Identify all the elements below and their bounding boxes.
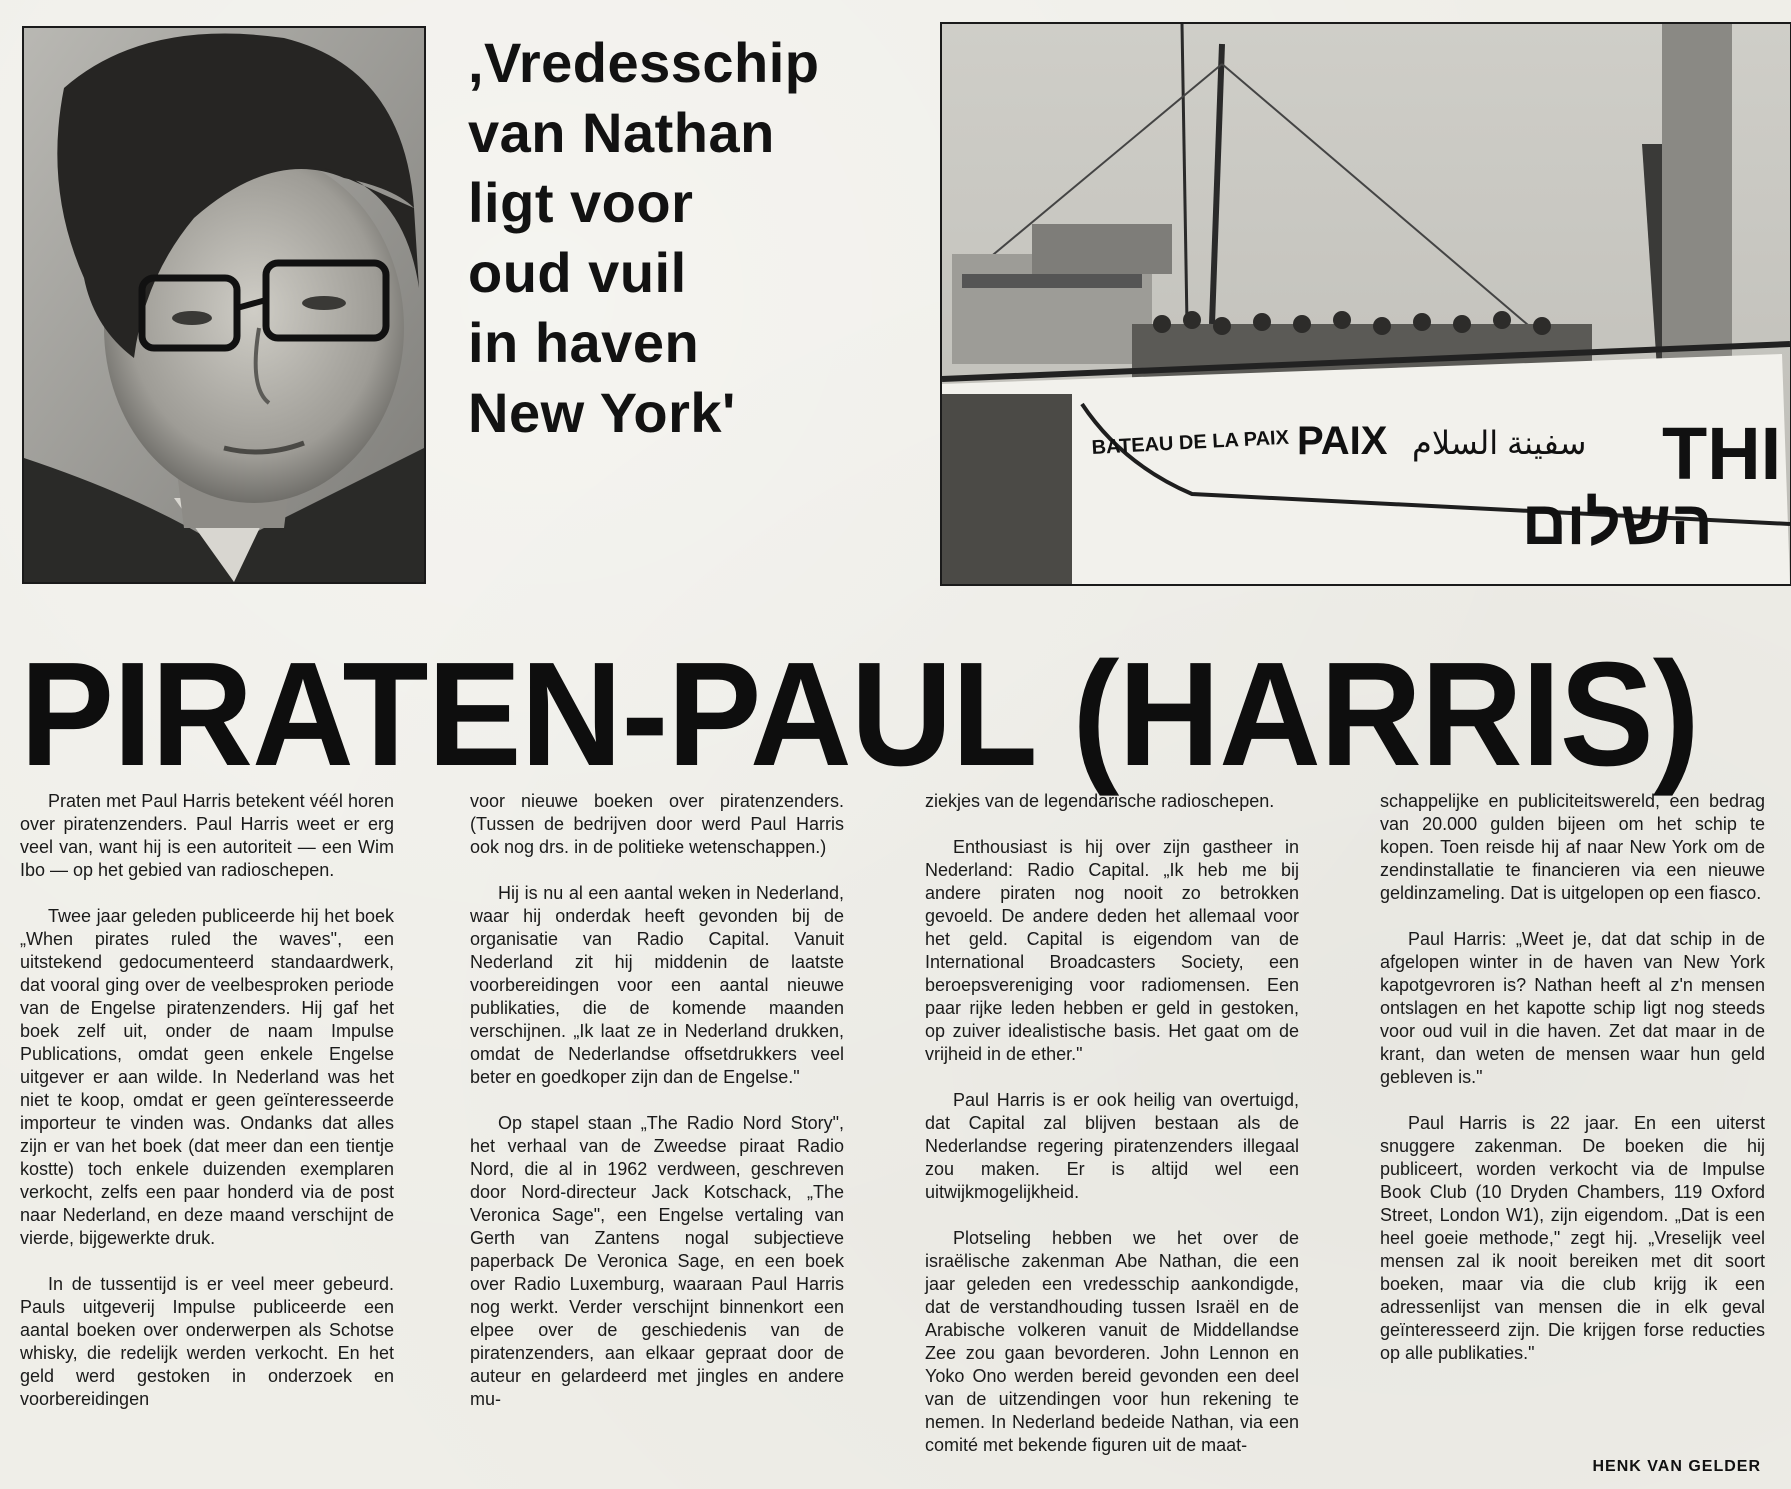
paragraph: Paul Harris is er ook heilig van overtuigd, dat Capital zal blijven bestaan als de Nederlandse regering piratenzenders illegaal zou maken. Er is altijd wel een uitwijkmogelijkheid. — [925, 1090, 1299, 1202]
portrait-illustration — [24, 28, 424, 582]
paragraph: Twee jaar geleden publiceerde hij het boek „When pirates ruled the waves", een uitstekend gedocumenteerd standaardwerk, dat vooral ging over de veelbesproken periode van de Engelse piratenzenders. Hij gaf het boek zelf uit, onder de naam Impulse Publications, omdat geen enkele Engelse uitgever er aan wilde. In Nederland was het niet te koop, omdat er geen geïnteresseerde importeur te vinden was. Ondanks dat alles zijn er van het boek (dat meer dan een tientje kostte) toch enkele duizenden exemplaren verkocht, zelfs een paar honderd via de post naar Nederland, en deze maand verschijnt de vierde, bijgewerkte druk. — [20, 906, 394, 1248]
quote-line: oud vuil — [468, 241, 687, 304]
paragraph: In de tussentijd is er veel meer gebeurd. Pauls uitgeverij Impulse publiceerde een aantal boeken over onderwerpen als Schotse whisky, die redelijk werden verkocht. En het geld werd gestoken in onderzoek en voorbereidingen — [20, 1274, 394, 1409]
hull-text-big: THI — [1662, 412, 1782, 495]
article-column-1 — [20, 790, 394, 1411]
article-column-3 — [925, 790, 1299, 1457]
author-byline: HENK VAN GELDER — [1592, 1458, 1761, 1475]
paragraph: Hij is nu al een aantal weken in Nederland, waar hij onderdak heeft gevonden bij de organisatie van Radio Capital. Vanuit Nederland zit hij middenin de laatste voorbereidingen voor een aantal nieuwe publikaties, die de komende maanden verschijnen. „Ik laat ze in Nederland drukken, omdat de Nederlandse offsetdrukkers veel beter en goedkoper zijn dan de Engelse." — [470, 883, 844, 1087]
quote-line: New York' — [468, 381, 736, 444]
ship-illustration — [942, 24, 1790, 584]
paragraph: Enthousiast is hij over zijn gastheer in Nederland: Radio Capital. „Ik heb me bij andere piraten nog nooit zo betrokken gevoeld. De andere deden het allemaal voor het geld. Capital is eigendom van de International Broadcasters Society, een beroepsvereniging voor radiomensen. Een paar rijke leden hebben er geld in gestoken, op zuiver idealistische basis. Het gaat om de vrijheid in de ether." — [925, 837, 1299, 1064]
paragraph: Praten met Paul Harris betekent véél horen over piratenzenders. Paul Harris weet er erg veel van, want hij is een autoriteit — een Wim Ibo — op het gebied van radioschepen. — [20, 791, 394, 880]
quote-headline — [468, 28, 888, 448]
ship-photo — [940, 22, 1791, 586]
portrait-photo — [22, 26, 426, 584]
article-column-2 — [470, 790, 844, 1411]
hull-text-paix: PAIX — [1297, 419, 1388, 463]
quote-line: ligt voor — [468, 171, 694, 234]
quote-line: ,Vredesschip — [468, 31, 820, 94]
paragraph: Paul Harris is 22 jaar. En een uiterst snuggere zakenman. De boeken die hij publiceert, worden verkocht via de Impulse Book Club (10 Dryden Chambers, 119 Oxford Street, London W1), zijn eigendom. „Dat is een heel goeie methode," zegt hij. „Vreselijk veel mensen zal ik nooit bereiken met dit soort boeken, maar via die club krijg ik een adressenlijst van mensen die in elk geval geïnteresseerd zijn. Die krijgen forse reducties op alle publikaties." — [1380, 1113, 1765, 1363]
paragraph: ziekjes van de legendarische radioschepen. — [925, 791, 1275, 811]
paragraph: Op stapel staan „The Radio Nord Story", het verhaal van de Zweedse piraat Radio Nord, die al in 1962 verdween, geschreven door Nord-directeur Jack Kotschack, „The Veronica Sage", een Engelse vertaling van Gerth van Zantens nogal subjectieve paperback De Veronica Sage, en een boek over Radio Luxemburg, waaraan Paul Harris nog werkt. Verder verschijnt binnenkort een elpee over de geschiedenis van de piratenzenders, aan elkaar gepraat door de auteur en gelardeerd met jingles en andere mu- — [470, 1113, 844, 1409]
main-headline: PIRATEN-PAUL (HARRIS) — [20, 630, 1699, 797]
hull-text-bateau: BATEAU DE LA PAIX — [1091, 426, 1290, 459]
quote-line: van Nathan — [468, 101, 775, 164]
paragraph: schappelijke en publiciteitswereld, een bedrag van 20.000 gulden bijeen om het schip te kopen. Toen reisde hij af naar New York om de zendinstallatie te financieren via een nieuwe geldinzameling. Dat is uitgelopen op een fiasco. — [1380, 791, 1765, 903]
paragraph: voor nieuwe boeken over piratenzenders. (Tussen de bedrijven door werd Paul Harris ook nog drs. in de politieke wetenschappen.) — [470, 791, 844, 857]
article-column-4 — [1380, 790, 1765, 1365]
hull-text-hebrew: השלום — [1522, 489, 1713, 558]
hull-text-arabic: سفينة السلام — [1412, 425, 1587, 461]
quote-line: in haven — [468, 311, 700, 374]
paragraph: Plotseling hebben we het over de israëlische zakenman Abe Nathan, die een jaar geleden een vredesschip aankondigde, dat de verstandhouding tussen Israël en de Arabische volkeren vanuit de Middellandse Zee zou gaan bevorderen. John Lennon en Yoko Ono werden bereid gevonden een deel van de uitzendingen voor hun rekening te nemen. In Nederland bedeide Nathan, via een comité met bekende figuren uit de maat- — [925, 1228, 1299, 1455]
paragraph: Paul Harris: „Weet je, dat dat schip in de afgelopen winter in de haven van New York kapotgevroren is? Nathan heeft al z'n mensen ontslagen en het kapotte schip ligt nog steeds voor oud vuil in die haven. Zet dat maar in de krant, dan weten de mensen waar hun geld gebleven is." — [1380, 929, 1765, 1087]
